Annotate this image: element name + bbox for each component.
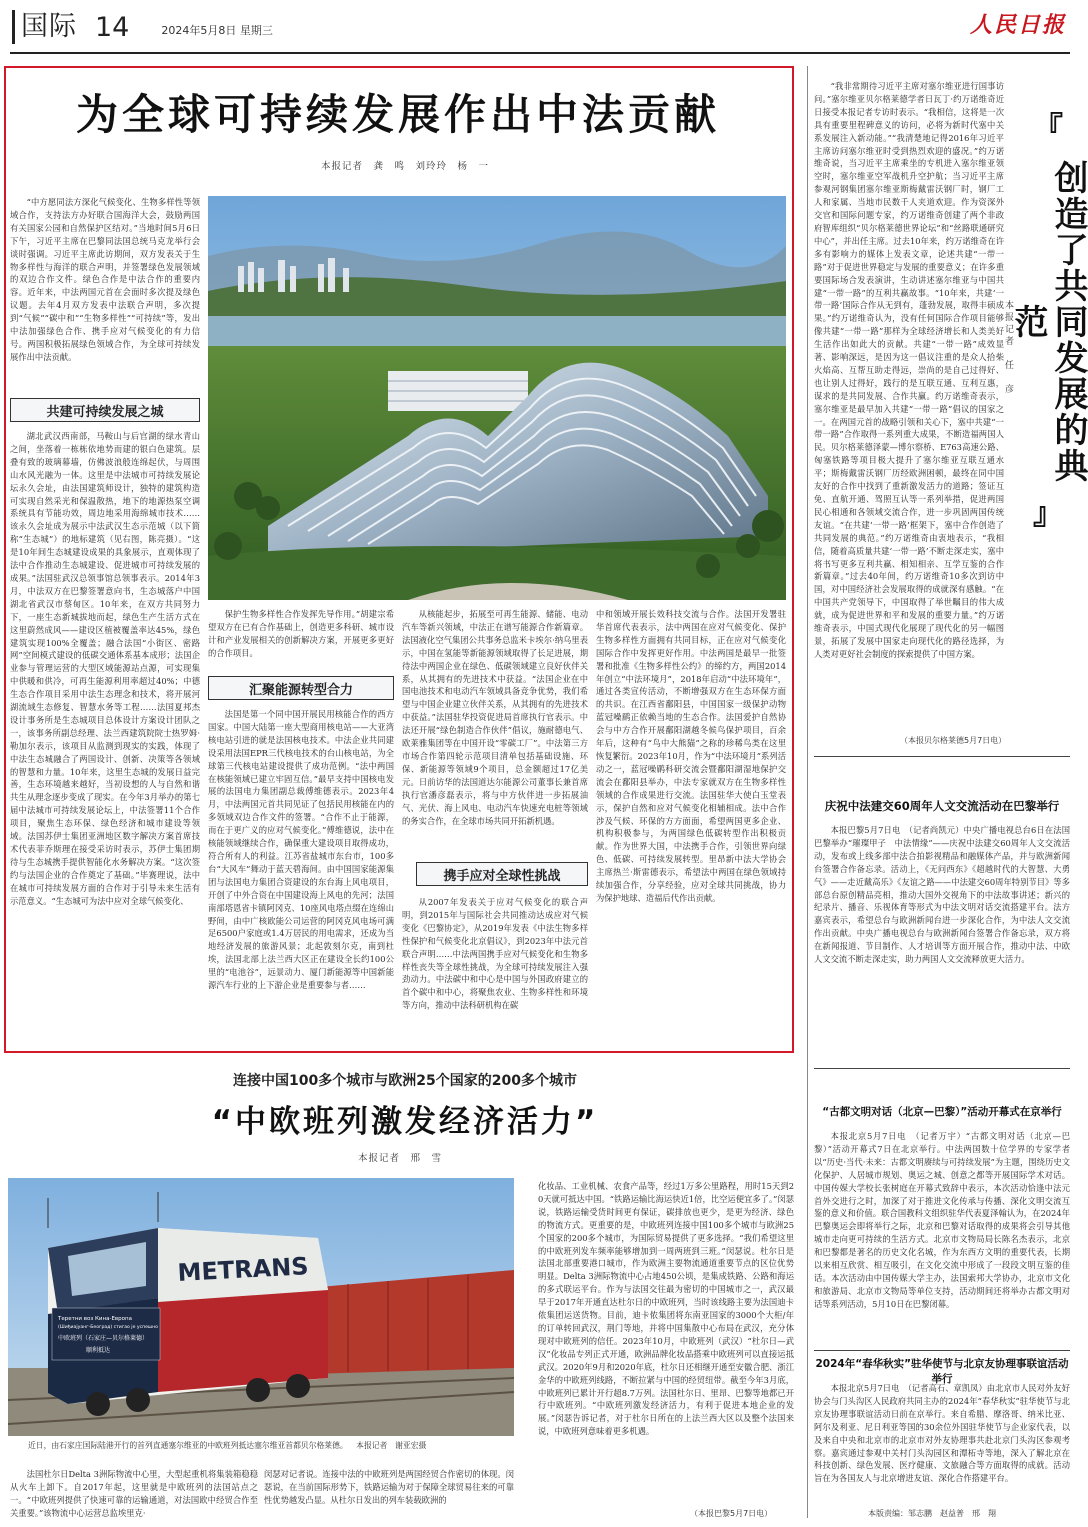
lead-headline: 为全球可持续发展作出中法贡献 [75, 90, 720, 139]
second-headline: “中欧班列激发经济活力” [211, 1104, 599, 1140]
event-body-2: 本报北京5月7日电 （记者万宇）“古都文明对话（北京—巴黎）”活动开幕式7日在北京举行。中法两国数十位学界的专家学者以“历史·当代·未来：古都文明赓续与可持续发展”为主题，围绕历史文化保护、人居城市规划、奥运之城、创意之都等开展国际学术对话。中国传媒大学校长张树庭在开幕式致辞中表示，本次活动恰逢中法元首外交进行之时，加深了对于推进文化传承与传播、深化文明交流互鉴的意义和价值。联合国教科文组织驻华代表夏泽翰认为，在2024年巴黎奥运会即将举行之际，北京和巴黎对话取得的成果将会引导其他城市走向更可持续的生活方式。北京市文物局局长陈名杰表示，北京和巴黎都是著名的历史文化名城，作为东西方文明的重要代表，长期以来相互欣赏、相互吸引，在文化交流中形成了一段段文明互鉴的佳话。本次活动由中国传媒大学主办，法国索邦大学协办，北京市文化和旅游局、北京市文物局等单位支持，活动期间还将举办古都文明对话等系列活动，5月10日在巴黎闭幕。 [814, 1131, 1070, 1309]
event-body-3: 本报北京5月7日电 （记者高石、章凯凤）由北京市人民对外友好协会与门头沟区人民政府共同主办的2024年“春华秋实”驻华使节与北京友协理事联谊活动日前在京举行。来自希腊、摩洛哥、纳米比亚、阿尔及利亚、尼日利亚等国的30余位外国驻华使节与企业家代表，以及来自中央和北京市的北京市对外友协理事共赴北京门头沟区参观考察。嘉宾通过参观中关村门头沟园区和潭柘寺等地，深入了解北京在科技创新、绿色发展、医疗健康、文旅融合等方面取得的成就。活动旨在为各国友人与北京增进友谊、深化合作搭建平台。 [814, 1383, 1070, 1484]
section-name: 国际 [12, 10, 77, 44]
event-title-1: 庆祝中法建交60周年人文交流活动在巴黎举行 [824, 799, 1060, 813]
caption-credit: 本报记者 谢亚宏摄 [356, 1441, 427, 1450]
eco-city-building-photo [208, 196, 786, 600]
second-kicker: 连接中国100多个城市与欧洲25个国家的200多个城市 [233, 1073, 577, 1089]
train-sign-line-2: (Шиђиајуанг-Београд) стигао је успешно [58, 1325, 158, 1330]
interview-source: （本报贝尔格莱德5月7日电） [900, 736, 1007, 745]
lead-subhead-2: 汇聚能源转型合力 [208, 676, 394, 700]
train-sign-line-4: 顺利抵达 [86, 1347, 111, 1354]
lead-intro: “中方愿同法方深化气候变化、生物多样性等领域合作，支持法方办好联合国海洋大会，鼓励两国有关国家公园和自然保护区结对。”当地时间5月6日下午，习近平主席在巴黎同法国总统马克龙举行会谈时强调。习近平主席此访期间，双方发表关于生物多样性与海洋的联合声明，并签署绿色发展领域的双边合作文件。绿色合作是中法合作的重要内容。近年来，中法两国元首在会面时多次提及绿色议题。去年4月双方发表中法联合声明，多次提到“气候”“碳中和”“生物多样性”“可持续”等，发出中法加强绿色合作、携手应对气候变化的有力信号。两国积极拓展绿色领域合作，为全球可持续发展作出中法贡献。 [10, 197, 200, 362]
page-number: 14 [95, 11, 130, 43]
caption-text: 近日，由石家庄国际陆港开行的首列直通塞尔维亚的中欧班列抵达塞尔维亚首都贝尔格莱德。 [28, 1441, 348, 1450]
lead-column-3b: 从2007年发表关于应对气候变化的联合声明，到2015年与国际社会共同推动达成应对气候变化《巴黎协定》，从2019年发表《中法生物多样性保护和气候变化北京倡议》，到2023年中法元首联合声明……中法两国携手应对气候变化和生物多样性丧失等全球性挑战，为全球可持续发展注入强劲动力。中法碳中和中心是中国与外国政府建立的首个碳中和中心，将聚焦农业、生物多样性和环境等方向，推动中法科研机构在碳 [402, 897, 588, 1011]
china-europe-train-photo [8, 1178, 514, 1436]
train-brand-text: METRANS [176, 1252, 310, 1287]
page-editors: 本版责编：邹志鹏 赵益普 邢 翔 [868, 1509, 996, 1518]
second-column-2: 闵瑟对记者说。连接中法的中欧班列是两国经贸合作密切的体现。闵瑟说，在当前国际形势下，铁路运输为对于保障全球贸易往来的可靠性优势越发凸显。从杜尔日发出的列车装载欧洲的 [264, 1469, 514, 1505]
lead-column-2a: 保护生物多样性合作发挥先导作用。”胡建宗希望双方在已有合作基础上，创造更多科研、城市设计和产业发展相关的创新解决方案，开展更多更好的合作项目。 [208, 609, 394, 658]
interview-author: 本报记者 任 彦 [1003, 300, 1013, 396]
sidebar-rule-3 [814, 1350, 1070, 1351]
sidebar-rule-2 [814, 1068, 1070, 1069]
newspaper-logo: 人民日报 [969, 12, 1066, 38]
bracket-open-icon: 『 [1033, 111, 1063, 146]
lead-column-4: 中和领域开展长效科技交流与合作。法国开发署驻华首席代表表示，法中两国在应对气候变化、保护生物多样性方面拥有共同目标，正在应对气候变化国际合作中发挥更好作用。中法两国是最早一批签署和批准《生物多样性公约》的缔约方，两国2014年创立“中法环境月”，2018年启动“中法环境年”，通过各类宣传活动，不断增强双方在生态环保方面的共识。在江西省鄱阳县，中国国家一级保护动物蓝冠噪鹛正依赖当地的生态合作。法国爱护自然协会与中方合作开展鄱阳湖越冬候鸟保护项目，百余年后，这种有“鸟中大熊猫”之称的珍稀鸟类在这里恢复繁衍。2023年10月，作为“中法环境月”系列活动之一，蓝冠噪鹛科研交流会暨鄱阳湖湿地保护交流会在鄱阳县举办，中法专家就双方在生物多样性领域的合作成果进行交流。法国驻华大使白玉堂表示，保护自然和应对气候变化相辅相成。法中合作涉及气候、环保的方方面面，希望两国更多企业、机构积极参与，为两国绿色低碳转型作出积极贡献。作为世界大国，中法携手合作，引领世界向绿色、低碳、可持续发展转型。里昂新中法大学协会主席热兰·斯雷德表示，希望法中两国在绿色领域持续加强合作，分享经验，应对全球共同挑战，协力为保护地球、造福后代作出贡献。 [596, 609, 786, 903]
photo-caption [28, 1440, 498, 1451]
event-title-2: “古都文明对话（北京—巴黎）”活动开幕式在京举行 [822, 1106, 1062, 1118]
train-sign-line-1: Терeтни воз Кина-Европа [58, 1316, 132, 1322]
sidebar-rule-1 [814, 756, 1070, 757]
lead-column-1: 湖北武汉西南部，马鞍山与后官湖的绿水青山之间，坐落着一栋栋依地势而建的银白色建筑。层叠有致的玻璃幕墙，仿佛波浪般连绵起伏，与周围山水风光融为一体。这里是中法城市可持续发展论坛永久会址，由法国建筑师设计，独特的建筑构造可实现自然采光和保温散热，地下的地源热泵空调系统具有节能功效，周边地采用海绵城市技术……该永久会址成为展示中法武汉生态示范城（以下简称“生态城”）的地标建筑（见右图，陈亮摄）。“这是10年间生态城建设成果的具象展示，直观体现了法中合作推动生态城建设、促进城市可持续发展的成果。”法国驻武汉总领事馆总领事表示。2014年3月，中法双方在巴黎签署意向书，生态城落户中国湖北省武汉市蔡甸区。10年来，在双方共同努力下，一座生态新城拔地而起，绿色生产生活方式在这里蔚然成风——建设区植被覆盖率达45%，绿色建筑实现100%全覆盖；融合法国“小街区、密路网”空间模式建设的低碳交通体系基本成形；法国企业参与管理运营的大型区域能源站点源，可实现集中供暖和供冷，可再生能源利用率超过40%；中德生态合作项目采用中法生态理念和技术，将开展河湖流域生态修复、智慧水务等工程……法国夏邦杰设计事务所是生态城项目总体设计方案设计团队之一，该事务所副总经理、法兰西建筑院院士热罗姆·勒加尔表示，该项目从监测到现实的实践，体现了中法生态城融合了两国设计、创新、决策等各领域的智慧和力量。10年来，这里生态城的发展日益完善，生态环境越来越好，当初设想的人与自然和谐共生从理念逐步变成了现实。在今年3月举办的第七届中法城市可持续发展论坛上，中法签署11个合作项目，聚焦生态环保、绿色经济和城市建设等领域。法国苏伊士集团亚洲地区数字解决方案首席技术代表菲乔斯理在接受采访时表示，苏伊士集团期待与生态城携手提供智能化水务解决方案。“这次签约与法国企业的合作奠定了基础。”毕赛理说，法中在城市可持续发展方面的合作对于引导未来生活有示范意义。“生态城可为法中应对全球气候变化、 [10, 431, 200, 906]
lead-subhead-1: 共建可持续发展之城 [10, 398, 200, 422]
sidebar-divider [807, 66, 808, 1518]
event-body-1: 本报巴黎5月7日电 （记者尚凯元）中央广播电视总台6日在法国巴黎举办“璀璨甲子 中法情缘”——庆祝中法建交60周年人文交流活动，发布或上线多部中法合拍影视精品和融媒体产品，并与欧洲新闻台签署合作备忘录。活动上，《无问西东》《超越时代的大智慧、大勇气》——走近戴高乐》《友谊之路——中法建交60周年特别节目》等多部总台原创精品亮相，推动大国外交视角下的中法故事讲述；新兴的纪录片、播音、乐视体育等形式为中法文明对话交流搭建平台。法方嘉宾表示，希望总台与欧洲新闻台进一步深化合作，为中法人文交流作出贡献。中央广播电视总台与欧洲新闻台签署合作备忘录，双方将在新闻报道、节目制作、人才培训等方面开展合作，推动中法、中欧人文交流不断走深走实，助力两国人文交流释放更大活力。 [814, 825, 1070, 965]
lead-byline: 本报记者 龚 鸣 刘玲玲 杨 一 [320, 161, 489, 172]
lead-column-3a: 从核能起步，拓展至可再生能源、储能、电动汽车等新兴领域，中法正在谱写能源合作新篇章。法国液化空气集团公共事务总监米卡埃尔·纳乌里表示，中国在氢能等新能源领域取得了长足进展，期待法中两国企业在绿色、低碳领域建立良好伙伴关系，从其拥有的先进技术中获益。“法国企业在中国电池技术和电动汽车领域具备竞争优势，我们希望与中国企业建立伙伴关系，从其拥有的先进技术中获益。”法国驻华投资促进局首席执行官表示。中法还开展“绿色制造合作伙伴”倡议，施耐德电气、欧莱雅集团等在中国开设“零碳工厂”。中法第三方市场合作第四轮示范项目清单包括基础设施、环保、新能源等领域9个项目，总金额超过17亿美元。日前访华的法国道达尔能源公司董事长兼首席执行官潘彦磊表示，将与中方伙伴进一步拓展油气、光伏、海上风电、电动汽车快速充电桩等领域的务实合作，在全球市场共同开拓新机遇。 [402, 609, 588, 826]
masthead [12, 6, 273, 48]
interview-title: 创造了共同发展的典范 [1008, 160, 1088, 484]
train-sign-line-3: 中欧班列（石家庄—贝尔格莱德） [58, 1335, 149, 1342]
issue-date: 2024年5月8日 星期三 [161, 24, 273, 37]
masthead-rule [10, 52, 1070, 54]
second-column-1: 法国杜尔日Delta 3洲际物流中心里，大型起重机将集装箱稳稳从火车上卸下。自2017年起，这里就是中欧班列的法国站点之一。“中欧班列提供了快速可靠的运输通道，对法国欧中经贸合作至关重要。”该物流中心运营总监埃里克· [10, 1469, 258, 1518]
second-column-3: 化妆品、工业机械、农食产品等，经过1万多公里路程，用时15天到20天就可抵达中国。“铁路运输比海运快近1倍，比空运便宜多了。”闵瑟说，铁路运输受货时间更有保证，碳排放也更少，是更为经济、绿色的物流方式。更重要的是，中欧班列连接中国100多个城市与欧洲25个国家的200多个城市，为国际贸易提供了更多选择。“我们希望这里的中欧班列发车频率能够增加到一周两班到三班。”闵瑟说。杜尔日是法国北部重要港口城市，作为欧洲主要物流通道重要节点的区位优势明显。Delta 3洲际物流中心占地450公顷，是集成铁路、公路和海运的多式联运平台。作为与法国交往最为密切的中国城市之一，武汉最早于2017年开通直达杜尔日的中欧班列，当时该线路主要为法国迪卡侬集团运送货物。目前，迪卡侬集团将东南亚国家的3000个大柜/年的订单转回武汉，荆门等地，并将中国集散中心布局在武汉，充分体现对中欧班列的信任。2023年10月，中欧班列（武汉）“杜尔日—武汉”化妆品专列正式开通，欧洲品牌化妆品搭乘中欧班列可以直接运抵武汉。2020年9月和2020年底，杜尔日还相继开通至安徽合肥、浙江金华的中欧班列线路，不断拉紧与中国的经贸纽带。截至今年3月底，中欧班列已累计开行超8.7万列。法国杜尔日、里昂、巴黎等地都已开行中欧班列。“中欧班列激发经济活力，有利于促进本地企业的发展。”闵瑟告诉记者，对于杜尔日所在的上法兰西大区以及整个法国来说，中欧班列意味着更多机遇。 [538, 1181, 794, 1437]
event-title-3: 2024年“春华秋实”驻华使节与北京友协理事联谊活动举行 [815, 1358, 1069, 1385]
lead-subhead-3: 携手应对全球性挑战 [416, 862, 588, 886]
bracket-close-icon: 』 [1033, 497, 1063, 532]
lead-column-2b: 法国是第一个同中国开展民用核能合作的西方国家。中国大陆第一座大型商用核电站——大亚湾核电站引进的就是法国核电技术。中法企业共同建设采用法国EPR三代核电技术的台山核电站，为全球第三代核电站建设提供了成功范例。“法中两国在核能领域已建立牢固互信。”最早支持中国核电发展的法国电力集团副总裁傅维德表示。2023年4月，中法两国元首共同见证了包括民用核能在内的多领域双边合作文件的签署。“合作不止于能源，而在于更广义的应对气候变化。”傅维德说，法中在核能领域继续合作，确保重大建设项目取得成功，符合所有人的利益。江苏省盐城市东台市，100多台“大风车”舞动于蓝天碧海间。由中国国家能源集团与法国电力集团合资建设的东台海上风电项目，开创了中外合资在中国建设海上风电的先河；法国南部塔恩省卡镇阿冈克、10座风电塔点缀在连绵山野间，由中广核欧能公司运营的阿冈克风电场可满足6500户家庭或1.4万居民的用电需求，还成为当地经济发展的旅游风景；北起敦刻尔克，南到杜埃，法国北部上法兰西大区正在建设全长约100公里的“电池谷”，远景动力、厦门新能源等中国新能源汽车行业的上下游企业是重要参与者…… [208, 709, 394, 991]
second-byline: 本报记者 邢 雪 [357, 1153, 442, 1164]
second-source: （本报巴黎5月7日电） [690, 1509, 773, 1518]
interview-body: “我非常期待习近平主席对塞尔维亚进行国事访问。”塞尔维亚贝尔格莱德学者日瓦丁·约万诺维奇近日接受本报记者专访时表示。“我相信，这将是一次具有重要里程碑意义的访问，必将为新时代塞中关系发展注入新动能。”“我清楚地记得2016年习近平主席访问塞尔维亚时受到热烈欢迎的盛况。”约万诺维奇说，当习近平主席乘坐的专机进入塞尔维亚领空时，塞尔维亚空军战机升空护航；当习近平主席参观河钢集团塞尔维亚斯梅戴雷沃钢厂时，钢厂工人和家属、当地市民数千人夹道欢迎。作为资深外交官和国际问题专家，约万诺维奇创建了两个非政府智库组织“贝尔格莱德世界论坛”和“丝路联通研究中心”，并出任主席。过去10年来，约万诺维奇在许多有影响力的媒体上发表文章，论述共建“一带一路”对于促进世界稳定与发展的重要意义；在许多重要国际场合发表演讲，生动讲述塞尔维亚与中国共建“一带一路”的互利共赢故事。“10年来，共建‘一带一路’国际合作从无到有，蓬勃发展，取得丰硕成果。”约万诺维奇认为，没有任何国际合作项目能够像共建“一带一路”那样为全球经济增长和人类美好生活作出如此大的贡献。共建“一带一路”成效显著、影响深远，是因为这一倡议注重的是众人拾柴火焰高、互帮互助走得远，崇尚的是自己过得好、也让别人过得好，践行的是互联互通、互利互惠，谋求的是共同发展、合作共赢。约万诺维奇表示，塞尔维亚是最早加入共建“一带一路”倡议的国家之一。在两国元首的战略引领和关心下，塞中共建“一带一路”合作取得一系列重大成果，不断造福两国人民。贝尔格莱德泽蒙—博尔察桥、E763高速公路、匈塞铁路等项目极大提升了塞尔维亚互联互通水平；斯梅戴雷沃钢厂历经欧洲困顿，最终在同中国友好的合作中找到了重新激发活力的道路；签证互免、直航开通、驾照互认等一系列举措，促进两国民心相通和各领域交流合作，进一步巩固两国传统友谊。“在共建‘一带一路’框架下，塞中合作创造了共同发展的典范。”约万诺维奇由衷地表示，“我相信，随着高质量共建‘一带一路’不断走深走实，塞中将书写更多互利共赢、相知相亲、互学互鉴的合作新篇章。”过去40年间，约万诺维奇10多次到访中国，对中国经济社会发展取得的成就深有感触。“在中国共产党领导下，中国取得了举世瞩目的伟大成就，成为促进世界和平和发展的重要力量。”约万诺维奇表示，中国式现代化展现了现代化的另一幅图景，拓展了发展中国家走向现代化的路径选择，为人类对更好社会制度的探索提供了中国方案。 [814, 81, 1004, 659]
